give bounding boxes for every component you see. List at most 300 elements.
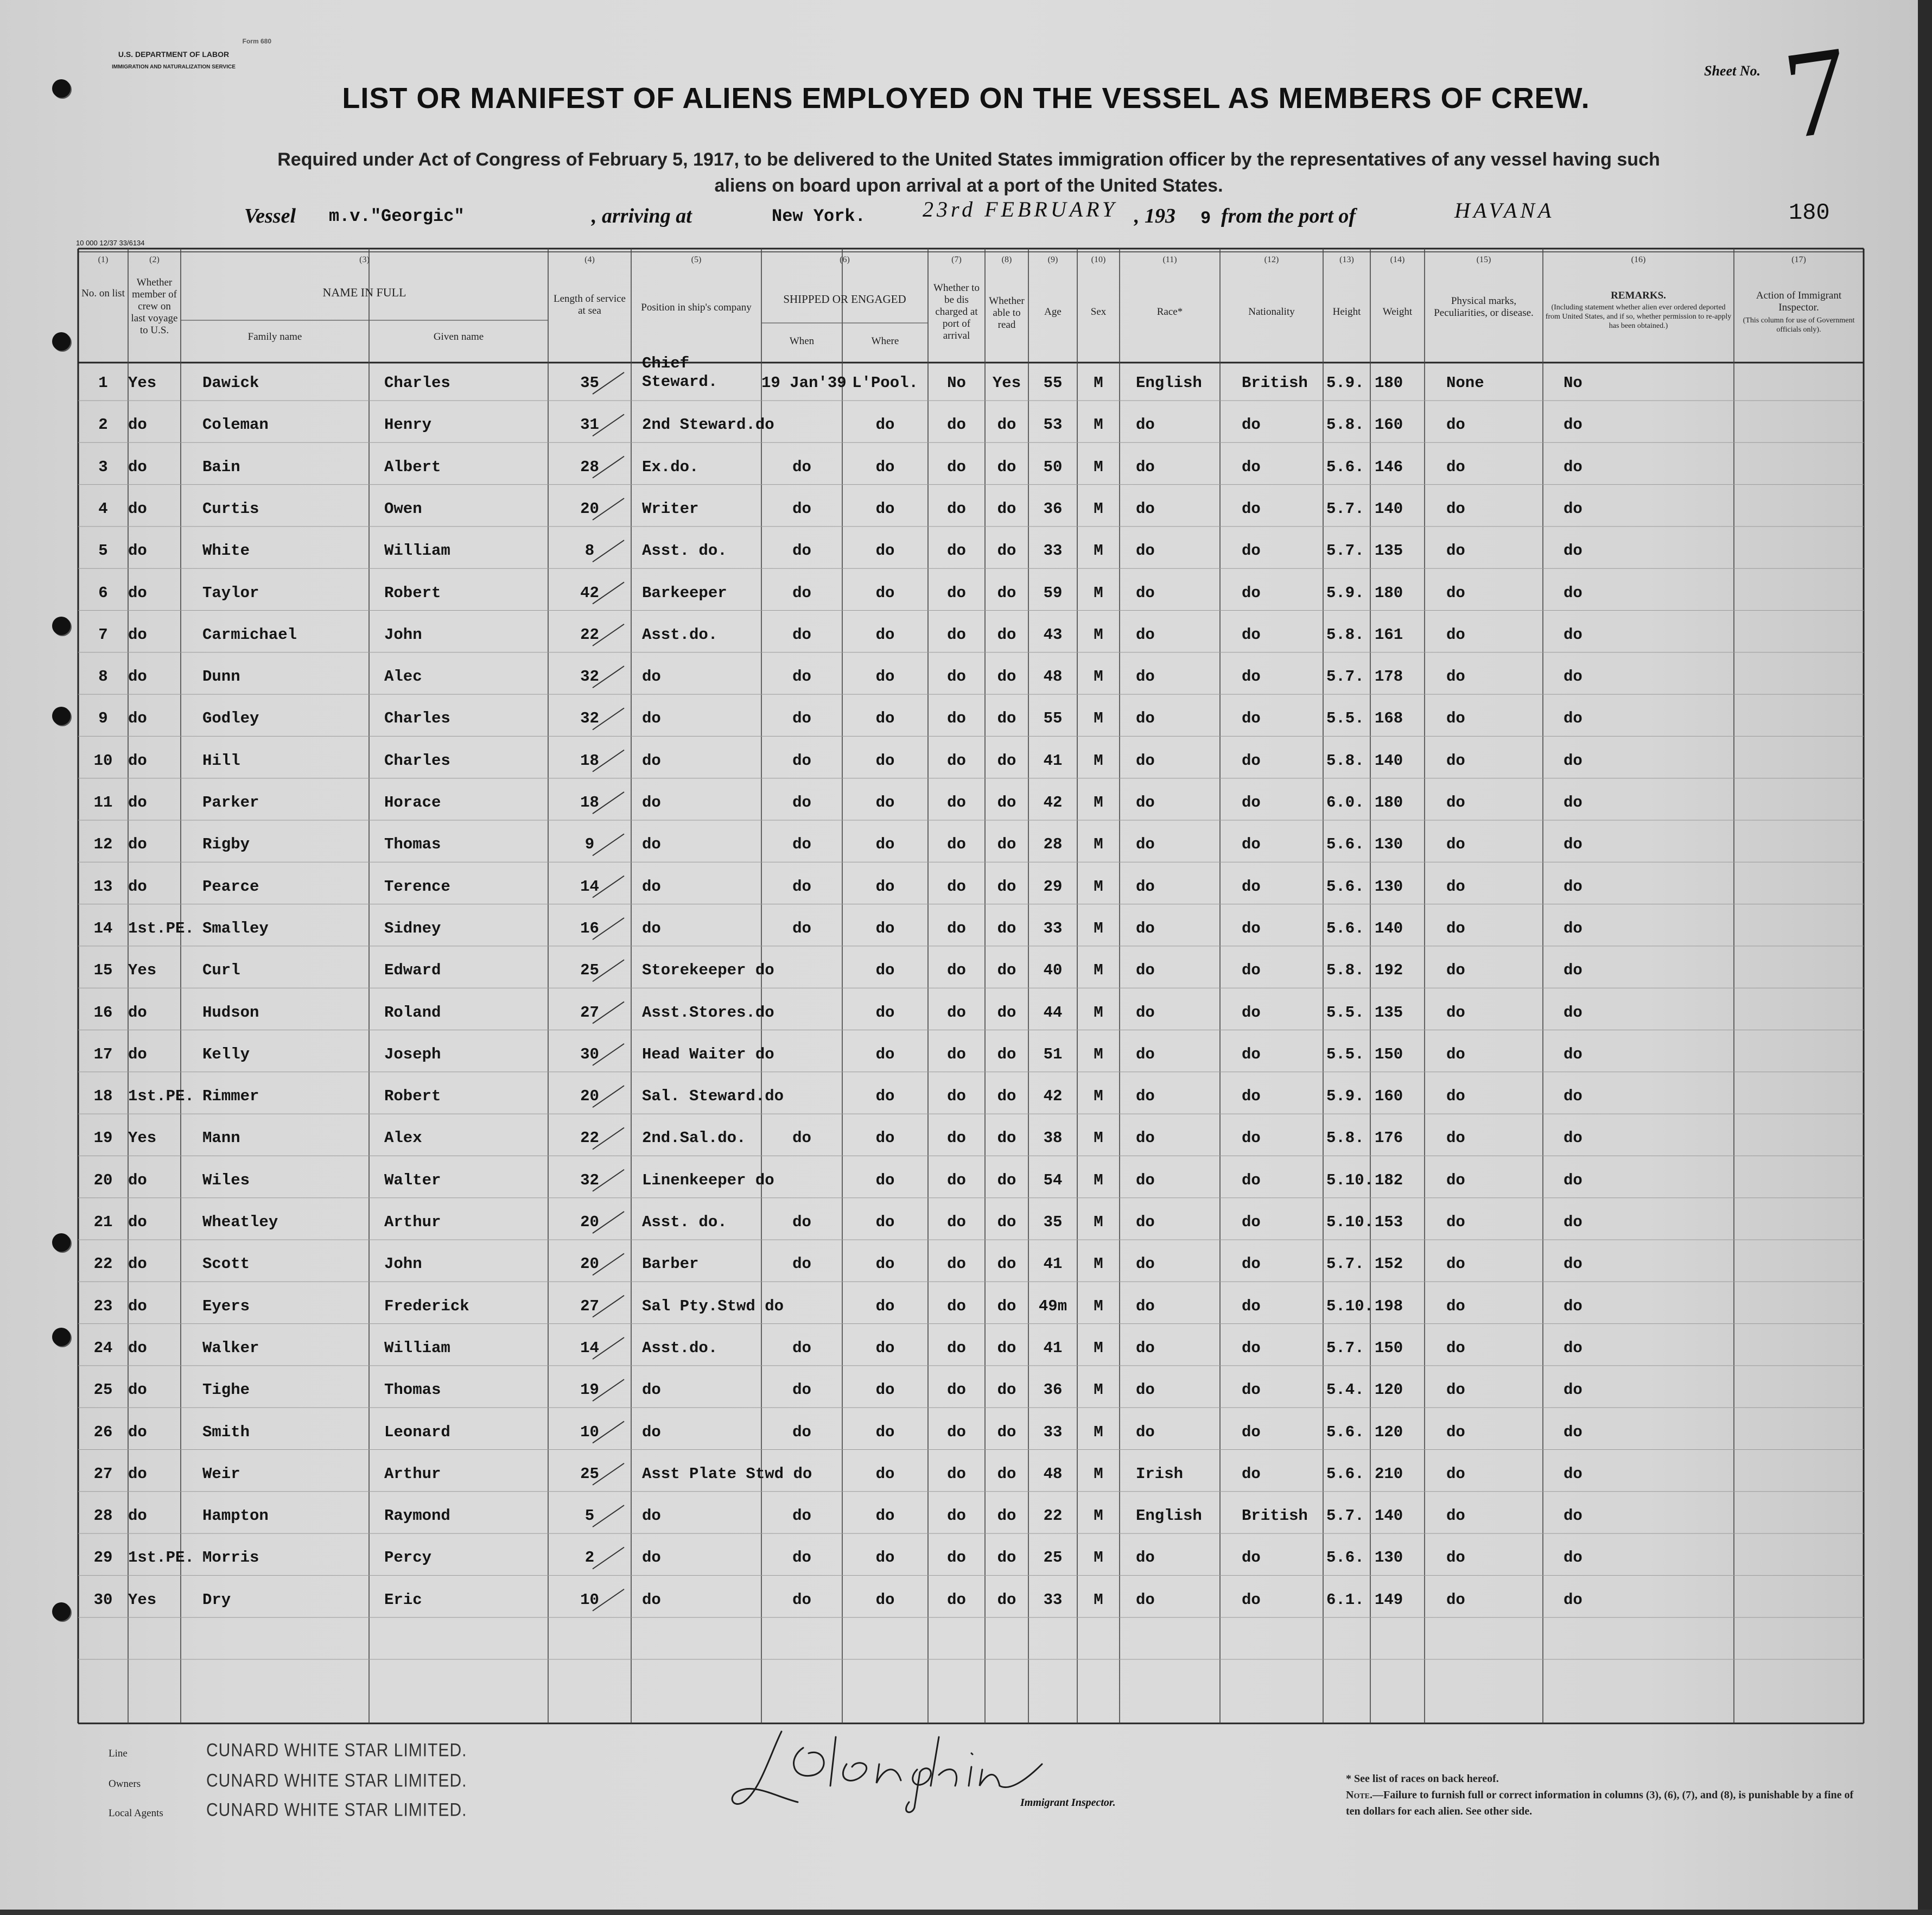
cell-no: 23 (93, 1297, 113, 1315)
cell-marks: do (1446, 416, 1465, 434)
cell-given: William (384, 542, 450, 560)
cell-age: 36 (1043, 499, 1063, 518)
cell-marks: do (1446, 499, 1465, 518)
col-header-physical-marks: Physical marks, Peculiarities, or disease. (1434, 295, 1534, 319)
cell-nationality: do (1242, 709, 1261, 728)
cell-when: do (792, 584, 811, 602)
cell-height: 5.5. (1326, 1045, 1364, 1063)
cell-where: do (875, 1423, 895, 1441)
cell-read: do (997, 794, 1016, 811)
cell-discharged: do (947, 416, 966, 434)
cell-sex: M (1094, 877, 1103, 896)
cell-last: do (128, 458, 147, 476)
cell-service: 25 (580, 961, 599, 980)
cell-position: Barber (642, 1255, 699, 1273)
cell-weight: 149 (1375, 1590, 1403, 1609)
cell-age: 33 (1043, 919, 1063, 937)
cell-when: do (792, 1507, 811, 1525)
cell-family: Smalley (202, 919, 269, 937)
cell-height: 5.8. (1326, 625, 1364, 644)
cell-last: do (128, 835, 147, 854)
col-header-nationality: Nationality (1248, 306, 1295, 318)
cell-marks: do (1446, 1339, 1465, 1357)
cell-remarks: do (1564, 1423, 1583, 1441)
cell-height: 5.9. (1326, 584, 1364, 602)
cell-marks: do (1446, 961, 1465, 980)
cell-no: 30 (93, 1590, 113, 1609)
cell-weight: 192 (1375, 961, 1403, 980)
cell-service: 20 (580, 1213, 599, 1231)
note-label: Note. (1346, 1789, 1373, 1801)
cell-given: Henry (384, 416, 432, 434)
cell-no: 9 (98, 709, 108, 728)
cell-sex: M (1094, 709, 1103, 728)
cell-read: do (997, 1297, 1016, 1315)
col-num-9: (9) (1047, 255, 1058, 264)
cell-family: Carmichael (202, 625, 297, 644)
cell-read: do (997, 1507, 1016, 1525)
cell-service: 32 (580, 709, 599, 728)
cell-when: do (792, 709, 811, 728)
cell-marks: do (1446, 1590, 1465, 1609)
binder-hole (52, 79, 71, 98)
cell-position: 2nd Steward.do (642, 416, 774, 434)
cell-remarks: do (1564, 499, 1583, 518)
cell-family: Coleman (202, 416, 269, 434)
cell-no: 20 (93, 1171, 113, 1189)
cell-service: 22 (580, 625, 599, 644)
cell-weight: 182 (1375, 1171, 1403, 1189)
cell-when: do (792, 1213, 811, 1231)
cell-read: do (997, 1045, 1016, 1063)
cell-last: do (128, 1507, 147, 1525)
col-num-15: (15) (1476, 255, 1491, 264)
cell-nationality: do (1242, 961, 1261, 980)
cell-height: 5.7. (1326, 499, 1364, 518)
cell-nationality: do (1242, 1423, 1261, 1441)
cell-read: do (997, 1381, 1016, 1399)
cell-race: English (1136, 374, 1202, 392)
cell-height: 5.9. (1326, 1087, 1364, 1106)
cell-read: do (997, 1464, 1016, 1483)
cell-race: do (1136, 1213, 1155, 1231)
cell-age: 44 (1043, 1003, 1063, 1022)
cell-no: 19 (93, 1129, 113, 1147)
col-num-17: (17) (1791, 255, 1806, 264)
cell-family: Taylor (202, 584, 259, 602)
cell-family: Wiles (202, 1171, 250, 1189)
cell-remarks: No (1564, 374, 1583, 392)
cell-no: 18 (93, 1087, 113, 1106)
cell-weight: 140 (1375, 499, 1403, 518)
cell-age: 54 (1043, 1171, 1063, 1189)
cell-weight: 146 (1375, 458, 1403, 476)
cell-position: Linenkeeper do (642, 1171, 774, 1189)
cell-remarks: do (1564, 751, 1583, 770)
cell-service: 42 (580, 584, 599, 602)
cell-race: do (1136, 1339, 1155, 1357)
cell-last: Yes (128, 1590, 157, 1609)
cell-marks: do (1446, 1297, 1465, 1315)
cell-last: do (128, 1045, 147, 1063)
cell-family: Mann (202, 1129, 240, 1147)
cell-last: do (128, 1381, 147, 1399)
cell-family: Tighe (202, 1381, 250, 1399)
cell-sex: M (1094, 1423, 1103, 1441)
cell-last: do (128, 877, 147, 896)
cell-height: 5.4. (1326, 1381, 1364, 1399)
cell-nationality: do (1242, 584, 1261, 602)
cell-remarks: do (1564, 1255, 1583, 1273)
cell-marks: do (1446, 1003, 1465, 1022)
cell-marks: do (1446, 1129, 1465, 1147)
agents-stamp: CUNARD WHITE STAR LIMITED. (206, 1799, 467, 1821)
cell-no: 1 (98, 374, 108, 392)
cell-remarks: do (1564, 458, 1583, 476)
cell-sex: M (1094, 1590, 1103, 1609)
binder-hole (52, 617, 71, 635)
col-header-height: Height (1332, 306, 1361, 318)
cell-marks: do (1446, 709, 1465, 728)
cell-where: do (875, 668, 895, 686)
cell-race: do (1136, 835, 1155, 854)
cell-given: Alec (384, 668, 422, 686)
cell-age: 41 (1043, 751, 1063, 770)
cell-position: do (642, 668, 661, 686)
department-name: U.S. DEPARTMENT OF LABOR (118, 50, 230, 59)
cell-family: Hudson (202, 1003, 259, 1022)
cell-race: do (1136, 1087, 1155, 1106)
cell-age: 49m (1038, 1297, 1067, 1315)
cell-when: do (792, 794, 811, 811)
cell-nationality: do (1242, 919, 1261, 937)
cell-discharged: do (947, 877, 966, 896)
cell-race: do (1136, 625, 1155, 644)
cell-nationality: do (1242, 794, 1261, 811)
cell-weight: 210 (1375, 1464, 1403, 1483)
cell-service: 2 (584, 1549, 595, 1567)
cell-last: do (128, 668, 147, 686)
cell-age: 33 (1043, 1423, 1063, 1441)
cell-position: Chief (642, 354, 690, 372)
cell-given: Arthur (384, 1213, 441, 1231)
cell-race: do (1136, 1423, 1155, 1441)
col-header-family-name: Family name (247, 331, 302, 343)
cell-last: do (128, 1255, 147, 1273)
cell-last: 1st.PE. (128, 1087, 194, 1106)
cell-given: Eric (384, 1590, 422, 1609)
cell-discharged: do (947, 751, 966, 770)
cell-weight: 153 (1375, 1213, 1403, 1231)
cell-no: 15 (93, 961, 113, 980)
cell-given: Albert (384, 458, 441, 476)
arrival-date: 23rd FEBRUARY (923, 197, 1118, 221)
cell-race: do (1136, 1045, 1155, 1063)
footnotes (1346, 1771, 1867, 1819)
col-num-5: (5) (691, 255, 702, 264)
cell-discharged: do (947, 1255, 966, 1273)
sheet-label: Sheet No. (1704, 63, 1761, 79)
cell-read: do (997, 416, 1016, 434)
cell-age: 22 (1043, 1507, 1063, 1525)
cell-height: 5.6. (1326, 1464, 1364, 1483)
cell-read: do (997, 499, 1016, 518)
cell-race: do (1136, 458, 1155, 476)
cell-position: 2nd.Sal.do. (642, 1129, 746, 1147)
cell-last: do (128, 542, 147, 560)
cell-height: 5.6. (1326, 458, 1364, 476)
cell-position: Head Waiter do (642, 1045, 774, 1063)
cell-remarks: do (1564, 1339, 1583, 1357)
cell-service: 9 (584, 835, 595, 854)
col-header-weight: Weight (1382, 306, 1413, 318)
cell-discharged: do (947, 961, 966, 980)
cell-position: Asst. do. (642, 1213, 727, 1231)
cell-nationality: do (1242, 668, 1261, 686)
cell-sex: M (1094, 919, 1103, 937)
cell-no: 12 (93, 835, 113, 854)
cell-nationality: do (1242, 1045, 1261, 1063)
cell-height: 5.9. (1326, 374, 1364, 392)
cell-no: 4 (98, 499, 108, 518)
cell-given: Walter (384, 1171, 441, 1189)
col-header-where: Where (871, 335, 899, 347)
cell-service: 14 (580, 1339, 599, 1357)
cell-sex: M (1094, 1339, 1103, 1357)
cell-last: do (128, 1171, 147, 1189)
cell-marks: do (1446, 1507, 1465, 1525)
cell-discharged: do (947, 668, 966, 686)
cell-discharged: do (947, 542, 966, 560)
col-header-shipped: SHIPPED OR ENGAGED (783, 293, 906, 306)
cell-sex: M (1094, 1381, 1103, 1399)
cell-height: 5.7. (1326, 1339, 1364, 1357)
col-header-remarks-note: (Including statement whether alien ever ordered deported from United States, and if so, whether permission to re-apply has been obtained.) (1545, 303, 1732, 330)
cell-where: do (875, 1087, 895, 1106)
cell-height: 6.1. (1326, 1590, 1364, 1609)
cell-discharged: No (947, 374, 966, 392)
col-header-when: When (789, 335, 815, 347)
races-note: * See list of races on back hereof. (1346, 1773, 1499, 1785)
col-header-position: Position in ship's company (641, 302, 752, 313)
cell-last: do (128, 499, 147, 518)
cell-where: do (875, 1045, 895, 1063)
cell-nationality: do (1242, 416, 1261, 434)
cell-read: Yes (992, 374, 1021, 392)
cell-age: 25 (1043, 1549, 1063, 1567)
cell-nationality: do (1242, 1464, 1261, 1483)
binder-hole (52, 707, 71, 725)
cell-no: 2 (98, 416, 108, 434)
cell-discharged: do (947, 1087, 966, 1106)
cell-when: do (792, 877, 811, 896)
cell-where: do (875, 1297, 895, 1315)
cell-no: 27 (93, 1464, 113, 1483)
cell-height: 5.7. (1326, 668, 1364, 686)
cell-where: do (875, 1507, 895, 1525)
cell-age: 38 (1043, 1129, 1063, 1147)
cell-weight: 180 (1375, 794, 1403, 811)
cell-remarks: do (1564, 877, 1583, 896)
cell-race: Irish (1136, 1464, 1184, 1483)
cell-race: do (1136, 542, 1155, 560)
cell-read: do (997, 709, 1016, 728)
cell-discharged: do (947, 1464, 966, 1483)
col-num-7: (7) (951, 255, 962, 264)
cell-weight: 180 (1375, 374, 1403, 392)
cell-read: do (997, 1423, 1016, 1441)
cell-weight: 135 (1375, 1003, 1403, 1022)
cell-race: do (1136, 1171, 1155, 1189)
col-num-12: (12) (1264, 255, 1279, 264)
cell-height: 5.8. (1326, 416, 1364, 434)
cell-position: Barkeeper (642, 584, 727, 602)
cell-given: Frederick (384, 1297, 469, 1315)
cell-where: do (875, 584, 895, 602)
cell-height: 5.10. (1326, 1297, 1374, 1315)
cell-race: do (1136, 1381, 1155, 1399)
cell-family: White (202, 542, 250, 560)
cell-discharged: do (947, 1213, 966, 1231)
col-num-4: (4) (584, 255, 595, 264)
cell-where: do (875, 1381, 895, 1399)
cell-nationality: do (1242, 1171, 1261, 1189)
cell-given: Charles (384, 751, 450, 770)
cell-given: Robert (384, 1087, 441, 1106)
from-label: from the port of (1221, 205, 1356, 227)
cell-position: Sal. Steward.do (642, 1087, 784, 1106)
cell-when: do (792, 625, 811, 644)
cell-when: do (792, 1423, 811, 1441)
cell-family: Dry (202, 1590, 231, 1609)
cell-age: 48 (1043, 668, 1063, 686)
cell-marks: None (1446, 374, 1484, 392)
cell-family: Smith (202, 1423, 250, 1441)
cell-where: do (875, 709, 895, 728)
cell-position: do (642, 919, 661, 937)
cell-marks: do (1446, 1381, 1465, 1399)
cell-remarks: do (1564, 1087, 1583, 1106)
cell-where: do (875, 919, 895, 937)
cell-weight: 160 (1375, 416, 1403, 434)
cell-weight: 161 (1375, 625, 1403, 644)
cell-sex: M (1094, 458, 1103, 476)
cell-height: 5.10. (1326, 1171, 1374, 1189)
cell-sex: M (1094, 668, 1103, 686)
cell-nationality: do (1242, 1339, 1261, 1357)
cell-when: do (792, 1381, 811, 1399)
cell-marks: do (1446, 1549, 1465, 1567)
cell-age: 35 (1043, 1213, 1063, 1231)
cell-sex: M (1094, 751, 1103, 770)
cell-marks: do (1446, 668, 1465, 686)
cell-given: John (384, 1255, 422, 1273)
cell-marks: do (1446, 919, 1465, 937)
cell-weight: 130 (1375, 877, 1403, 896)
col-num-2: (2) (149, 255, 160, 264)
cell-service: 28 (580, 458, 599, 476)
col-header-sex: Sex (1090, 306, 1107, 318)
cell-sex: M (1094, 1129, 1103, 1147)
col-num-16: (16) (1631, 255, 1646, 264)
cell-sex: M (1094, 794, 1103, 811)
cell-discharged: do (947, 1045, 966, 1063)
cell-service: 27 (580, 1003, 599, 1022)
cell-no: 25 (93, 1381, 113, 1399)
cell-when: do (792, 1255, 811, 1273)
cell-where: do (875, 542, 895, 560)
cell-where: do (875, 1129, 895, 1147)
cell-given: John (384, 625, 422, 644)
cell-position: Asst.Stores.do (642, 1003, 774, 1022)
cell-when: do (792, 919, 811, 937)
agents-label: Local Agents (109, 1808, 163, 1819)
cell-when: do (792, 751, 811, 770)
cell-no: 6 (98, 584, 108, 602)
cell-read: do (997, 458, 1016, 476)
cell-weight: 150 (1375, 1339, 1403, 1357)
cell-sex: M (1094, 1171, 1103, 1189)
cell-height: 5.7. (1326, 1507, 1364, 1525)
sheet-number: 7 (1776, 19, 1858, 165)
cell-discharged: do (947, 1297, 966, 1315)
cell-height: 5.6. (1326, 1549, 1364, 1567)
cell-remarks: do (1564, 835, 1583, 854)
line-number: 180 (1789, 200, 1830, 226)
cell-last: 1st.PE. (128, 919, 194, 937)
cell-service: 32 (580, 1171, 599, 1189)
cell-remarks: do (1564, 794, 1583, 811)
cell-family: Scott (202, 1255, 250, 1273)
cell-weight: 176 (1375, 1129, 1403, 1147)
cell-marks: do (1446, 458, 1465, 476)
cell-weight: 140 (1375, 1507, 1403, 1525)
cell-remarks: do (1564, 1297, 1583, 1315)
cell-when: do (792, 1590, 811, 1609)
cell-nationality: do (1242, 1549, 1261, 1567)
cell-where: do (875, 1003, 895, 1022)
cell-remarks: do (1564, 416, 1583, 434)
vessel-label: Vessel (244, 205, 296, 227)
cell-where: do (875, 835, 895, 854)
cell-no: 22 (93, 1255, 113, 1273)
cell-nationality: do (1242, 499, 1261, 518)
cell-sex: M (1094, 374, 1103, 392)
col-header-remarks: REMARKS. (1611, 290, 1666, 301)
col-header-no: No. on list (81, 288, 125, 299)
cell-read: do (997, 625, 1016, 644)
cell-when: do (792, 835, 811, 854)
cell-read: do (997, 1549, 1016, 1567)
cell-service: 31 (580, 416, 599, 434)
cell-remarks: do (1564, 584, 1583, 602)
cell-race: do (1136, 499, 1155, 518)
subtitle-line-1: Required under Act of Congress of February 5, 1917, to be delivered to the United States immigration officer by the representatives of any vessel having such (277, 149, 1660, 170)
note-text: —Failure to furnish full or correct information in columns (3), (6), (7), and (8), is punishable by a fine of ten dollars for each alien. See other side. (1346, 1789, 1854, 1817)
cell-discharged: do (947, 1339, 966, 1357)
inspector-label: Immigrant Inspector. (1020, 1797, 1116, 1809)
cell-last: do (128, 1297, 147, 1315)
cell-height: 5.6. (1326, 877, 1364, 896)
cell-age: 59 (1043, 584, 1063, 602)
cell-service: 18 (580, 794, 599, 811)
cell-sex: M (1094, 416, 1103, 434)
cell-height: 5.5. (1326, 709, 1364, 728)
cell-age: 48 (1043, 1464, 1063, 1483)
cell-service: 30 (580, 1045, 599, 1063)
cell-weight: 120 (1375, 1381, 1403, 1399)
cell-race: English (1136, 1507, 1202, 1525)
